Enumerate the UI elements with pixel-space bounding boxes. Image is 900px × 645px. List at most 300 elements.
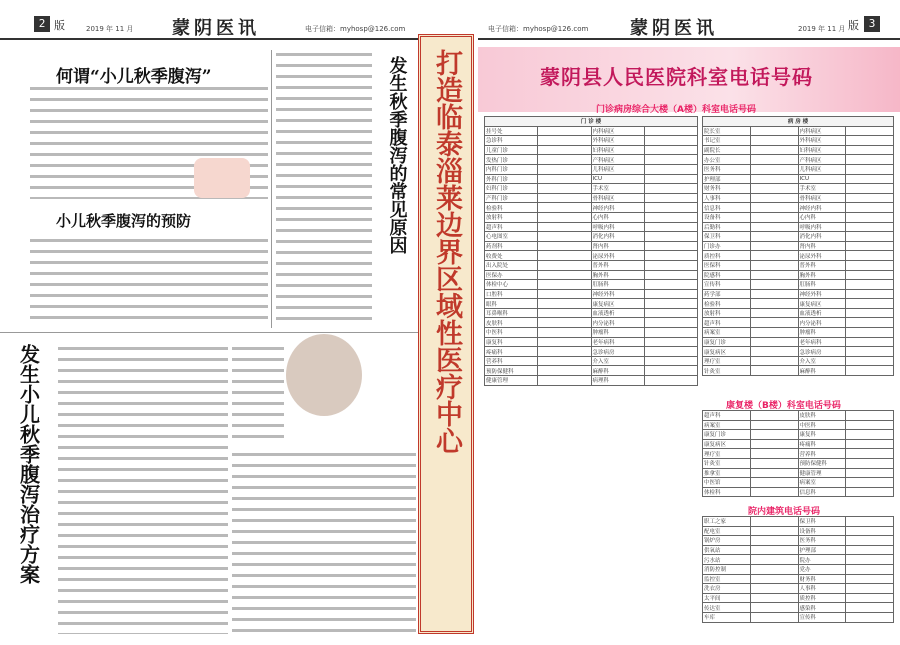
column-divider (271, 50, 272, 328)
dept-name: 血液透析 (798, 308, 846, 318)
dept-name: 太平间 (703, 593, 751, 603)
phone-number (750, 458, 798, 468)
table-row (703, 458, 894, 468)
phone-number (750, 184, 798, 194)
dept-name: 消化内科 (591, 232, 644, 242)
dept-name: 普外科 (798, 260, 846, 270)
table-head: 门 诊 楼 (485, 117, 698, 127)
phone-number (750, 193, 798, 203)
phone-number (538, 299, 591, 309)
dept-name: 呼吸内科 (591, 222, 644, 232)
brand-title: 蒙阴医讯 (630, 18, 718, 39)
phone-number (750, 487, 798, 497)
dept-name: 病理科 (591, 376, 644, 386)
dept-name: ICU (591, 174, 644, 184)
table-row (703, 308, 894, 318)
phone-number (750, 449, 798, 459)
table-row (703, 184, 894, 194)
dept-name: 医务科 (798, 536, 846, 546)
dept-name: 监控室 (703, 574, 751, 584)
dept-name: 消防控制 (703, 564, 751, 574)
table-row (703, 251, 894, 261)
dept-name: 康复科 (798, 430, 846, 440)
dept-name: 眼科 (485, 299, 538, 309)
dept-name: 骨科病区 (798, 193, 846, 203)
table-row (485, 318, 698, 328)
table-row (703, 318, 894, 328)
dept-name: 人事科 (798, 584, 846, 594)
phone-number (644, 280, 697, 290)
dept-name: 信息科 (798, 487, 846, 497)
table-row (485, 145, 698, 155)
table-row (703, 564, 894, 574)
dept-name: 针灸室 (703, 366, 751, 376)
article-title-4 (8, 344, 48, 588)
phone-number (846, 593, 894, 603)
phone-number (750, 232, 798, 242)
phone-number (644, 232, 697, 242)
table-row (703, 574, 894, 584)
dept-name: 神经外科 (798, 289, 846, 299)
dept-name: 中医科 (798, 420, 846, 430)
dept-name: 儿科病区 (591, 164, 644, 174)
phone-number (644, 328, 697, 338)
article-body-4a (58, 344, 228, 634)
phone-number (644, 203, 697, 213)
table-row (485, 366, 698, 376)
table-row (703, 517, 894, 527)
table-row (485, 164, 698, 174)
phone-number (846, 347, 894, 357)
table-row (703, 536, 894, 546)
article-body-2 (30, 236, 268, 324)
phone-number (750, 328, 798, 338)
phone-number (750, 318, 798, 328)
phone-number (846, 289, 894, 299)
table-row (485, 222, 698, 232)
table-row (485, 174, 698, 184)
dept-name: 配电室 (703, 526, 751, 536)
dept-name: 针灸室 (703, 458, 751, 468)
phone-number (538, 260, 591, 270)
table-row (703, 280, 894, 290)
phone-number (538, 356, 591, 366)
phone-number (538, 184, 591, 194)
phone-number (750, 203, 798, 213)
article-body-3 (276, 50, 372, 328)
dept-name: 普外科 (591, 260, 644, 270)
phone-number (644, 126, 697, 136)
phone-number (538, 232, 591, 242)
dept-name: 财务科 (703, 184, 751, 194)
dept-name: 营养科 (485, 356, 538, 366)
phone-number (846, 318, 894, 328)
dept-name: 肾内科 (591, 241, 644, 251)
table-row (703, 328, 894, 338)
dept-name: 超声科 (485, 222, 538, 232)
dept-name: 神经内科 (591, 203, 644, 213)
dept-name: 洗衣房 (703, 584, 751, 594)
phone-number (846, 584, 894, 594)
phone-number (846, 411, 894, 421)
dept-name: 挂号处 (485, 126, 538, 136)
phone-number (644, 222, 697, 232)
dept-name: 心电图室 (485, 232, 538, 242)
issue-date: 2019 年 11 月 (86, 25, 134, 33)
dept-name: 疼痛科 (485, 347, 538, 357)
email: 电子信箱：myhosp@126.com (305, 25, 406, 33)
dept-name: 中医科 (485, 328, 538, 338)
phone-number (846, 420, 894, 430)
dept-name: 职工之家 (703, 517, 751, 527)
dept-name: 皮肤科 (485, 318, 538, 328)
dept-name: 医保办 (485, 270, 538, 280)
phone-number (538, 366, 591, 376)
phone-number (750, 612, 798, 622)
phone-number (750, 545, 798, 555)
dept-name: 超声科 (703, 411, 751, 421)
dept-name: 院长室 (703, 126, 751, 136)
child-illustration (194, 158, 250, 198)
table-row (485, 212, 698, 222)
table-row (703, 289, 894, 299)
phone-number (846, 555, 894, 565)
table-row (703, 366, 894, 376)
dept-name: ICU (798, 174, 846, 184)
table-row (703, 136, 894, 146)
phone-number (750, 584, 798, 594)
phone-number (644, 356, 697, 366)
phone-number (750, 280, 798, 290)
dept-name: 疼痛科 (798, 439, 846, 449)
table-row (703, 203, 894, 213)
article-body-4c (232, 450, 416, 634)
phone-number (846, 478, 894, 488)
table-row (485, 328, 698, 338)
section-b-title: 康复楼（B楼）科室电话号码 (726, 401, 841, 411)
issue-date: 2019 年 11 月 (798, 25, 846, 33)
table-row (703, 126, 894, 136)
phone-number (538, 212, 591, 222)
dept-name: 医保科 (703, 260, 751, 270)
dept-name: 信息科 (703, 203, 751, 213)
phone-number (750, 603, 798, 613)
phone-number (750, 555, 798, 565)
table-row (485, 356, 698, 366)
table-row (485, 251, 698, 261)
dept-name: 泌尿外科 (798, 251, 846, 261)
phone-number (750, 411, 798, 421)
dept-name: 介入室 (798, 356, 846, 366)
phone-number (644, 136, 697, 146)
table-row (485, 337, 698, 347)
phone-table-left (484, 116, 698, 386)
table-head: 病 房 楼 (703, 117, 894, 127)
dept-name: 急诊科 (485, 136, 538, 146)
dept-name: 肾内科 (798, 241, 846, 251)
phone-number (644, 289, 697, 299)
phone-table-c (702, 516, 894, 623)
table-row (485, 136, 698, 146)
phone-number (750, 126, 798, 136)
phone-number (846, 574, 894, 584)
table-row (703, 593, 894, 603)
phone-number (750, 308, 798, 318)
phone-number (538, 193, 591, 203)
phone-number (846, 193, 894, 203)
phone-number (538, 222, 591, 232)
table-row (485, 289, 698, 299)
phone-number (538, 289, 591, 299)
phone-number (846, 449, 894, 459)
dept-name: 呼吸内科 (798, 222, 846, 232)
phone-number (750, 212, 798, 222)
dept-name: 医务科 (703, 164, 751, 174)
dept-name: 后勤科 (703, 222, 751, 232)
phone-number (846, 603, 894, 613)
dept-name: 产科病区 (798, 155, 846, 165)
table-row (703, 545, 894, 555)
page-number: 3 (864, 16, 880, 32)
dept-name: 耳鼻喉科 (485, 308, 538, 318)
phone-number (846, 536, 894, 546)
article-title-3 (378, 56, 414, 259)
left-page (0, 0, 438, 645)
dept-name: 护理部 (703, 174, 751, 184)
table-row (485, 299, 698, 309)
phone-table-right (702, 116, 894, 376)
phone-number (846, 280, 894, 290)
table-row (703, 337, 894, 347)
table-row (703, 193, 894, 203)
dept-name: 手术室 (591, 184, 644, 194)
dept-name: 理疗室 (703, 449, 751, 459)
dept-name: 胸外科 (798, 270, 846, 280)
dept-name: 中医馆 (703, 478, 751, 488)
table-row (703, 270, 894, 280)
dept-name: 肛肠科 (591, 280, 644, 290)
dept-name: 门诊办 (703, 241, 751, 251)
table-row (703, 155, 894, 165)
phone-number (538, 337, 591, 347)
phone-number (846, 241, 894, 251)
table-row (485, 280, 698, 290)
phone-number (846, 564, 894, 574)
dept-name: 护理部 (798, 545, 846, 555)
phone-number (750, 468, 798, 478)
dept-name: 外科病区 (591, 136, 644, 146)
dept-name: 保卫科 (703, 232, 751, 242)
article-title-4-text: 发生小儿秋季腹泻治疗方案 (16, 344, 41, 584)
dept-name: 病案室 (703, 328, 751, 338)
table-row (703, 174, 894, 184)
phone-number (644, 299, 697, 309)
dept-name: 放射科 (703, 308, 751, 318)
dept-name: 神经内科 (798, 203, 846, 213)
phone-number (538, 280, 591, 290)
dept-name: 内科门诊 (485, 164, 538, 174)
table-row (485, 260, 698, 270)
table-row (703, 222, 894, 232)
dept-name: 宣传科 (703, 280, 751, 290)
table-row (703, 584, 894, 594)
dept-name: 污水站 (703, 555, 751, 565)
phone-number (750, 536, 798, 546)
phone-number (750, 155, 798, 165)
phone-number (644, 318, 697, 328)
phone-number (644, 270, 697, 280)
dept-name: 妇科门诊 (485, 184, 538, 194)
dept-name: 推拿室 (703, 468, 751, 478)
table-row (703, 478, 894, 488)
table-row (485, 193, 698, 203)
phone-number (846, 612, 894, 622)
phone-number (538, 241, 591, 251)
phone-number (846, 487, 894, 497)
phone-number (644, 155, 697, 165)
dept-name: 内科病区 (591, 126, 644, 136)
phone-number (846, 468, 894, 478)
article-body-4b (232, 344, 284, 444)
phone-number (644, 164, 697, 174)
section-a-title: 门诊病房综合大楼（A楼）科室电话号码 (596, 105, 756, 115)
dept-name: 病案室 (703, 420, 751, 430)
table-row (703, 232, 894, 242)
dept-name: 体检科 (703, 487, 751, 497)
table-head-row (703, 117, 894, 127)
phone-number (846, 270, 894, 280)
dept-name: 收费处 (485, 251, 538, 261)
phone-number (846, 260, 894, 270)
dept-name: 检验科 (485, 203, 538, 213)
phone-number (846, 136, 894, 146)
article-title-2: 小儿秋季腹泻的预防 (56, 212, 192, 230)
dept-name: 传达室 (703, 603, 751, 613)
table-row (485, 308, 698, 318)
phone-number (846, 184, 894, 194)
right-header (478, 0, 900, 40)
phone-number (750, 574, 798, 584)
phone-number (846, 251, 894, 261)
phone-number (538, 328, 591, 338)
page-number: 2 (34, 16, 50, 32)
dept-name: 儿童门诊 (485, 145, 538, 155)
table-row (703, 241, 894, 251)
dept-name: 康复门诊 (703, 430, 751, 440)
phone-number (846, 517, 894, 527)
table-row (703, 299, 894, 309)
dept-name: 药剂科 (485, 241, 538, 251)
dept-name: 妇科病区 (591, 145, 644, 155)
dept-name: 药学部 (703, 289, 751, 299)
phone-number (750, 564, 798, 574)
dept-name: 肿瘤科 (798, 328, 846, 338)
phone-number (750, 222, 798, 232)
table-row (703, 260, 894, 270)
table-row (703, 439, 894, 449)
dept-name: 健康管理 (485, 376, 538, 386)
phone-table-b (702, 410, 894, 497)
dept-name: 书记室 (703, 136, 751, 146)
phone-number (538, 174, 591, 184)
table-row (485, 232, 698, 242)
dept-name: 营养科 (798, 449, 846, 459)
phone-number (644, 347, 697, 357)
phone-number (750, 241, 798, 251)
section-c-title: 院内建筑电话号码 (748, 507, 821, 517)
dept-name: 设备科 (798, 526, 846, 536)
dept-name: 财务科 (798, 574, 846, 584)
dept-name: 麻醉科 (591, 366, 644, 376)
right-page (478, 0, 900, 645)
table-row (703, 603, 894, 613)
dept-name: 外科门诊 (485, 174, 538, 184)
dept-name: 肛肠科 (798, 280, 846, 290)
dept-name: 预防保健科 (485, 366, 538, 376)
dept-name: 心内科 (591, 212, 644, 222)
dept-name: 康复病区 (703, 439, 751, 449)
dept-name: 急诊病房 (798, 347, 846, 357)
brand-title: 蒙阴医讯 (172, 18, 260, 39)
table-row (485, 184, 698, 194)
dept-name: 预防保健科 (798, 458, 846, 468)
dept-name: 设备科 (703, 212, 751, 222)
phone-number (644, 145, 697, 155)
dept-name: 内分泌科 (798, 318, 846, 328)
phone-number (846, 174, 894, 184)
dept-name: 骨科病区 (591, 193, 644, 203)
table-row (703, 411, 894, 421)
dept-name: 锅炉房 (703, 536, 751, 546)
dept-name: 康复病区 (591, 299, 644, 309)
dept-name: 外科病区 (798, 136, 846, 146)
phone-number (538, 164, 591, 174)
phone-number (750, 289, 798, 299)
phone-number (538, 145, 591, 155)
phone-number (750, 366, 798, 376)
table-row (485, 376, 698, 386)
dept-name: 胸外科 (591, 270, 644, 280)
phone-number (538, 136, 591, 146)
phone-number (846, 299, 894, 309)
dept-name: 口腔科 (485, 289, 538, 299)
phone-number (750, 517, 798, 527)
table-row (703, 526, 894, 536)
article-title-1: 何谓“小儿秋季腹泻” (56, 67, 212, 87)
dept-name: 体检中心 (485, 280, 538, 290)
dept-name: 儿科病区 (798, 164, 846, 174)
phone-number (750, 526, 798, 536)
phone-number (846, 155, 894, 165)
banner-text: 打造临泰淄莱边界区域性医疗中心 (431, 49, 462, 454)
table-row (703, 356, 894, 366)
phone-number (750, 270, 798, 280)
phone-number (538, 376, 591, 386)
table-head-row (485, 117, 698, 127)
phone-number (538, 126, 591, 136)
table-row (485, 203, 698, 213)
phone-number (750, 174, 798, 184)
table-row (485, 155, 698, 165)
dept-name: 感染科 (798, 603, 846, 613)
dept-name: 保卫科 (798, 517, 846, 527)
dept-name: 发热门诊 (485, 155, 538, 165)
phone-number (538, 155, 591, 165)
section-divider (0, 332, 418, 333)
phone-number (538, 347, 591, 357)
phone-number (846, 545, 894, 555)
phone-number (846, 430, 894, 440)
